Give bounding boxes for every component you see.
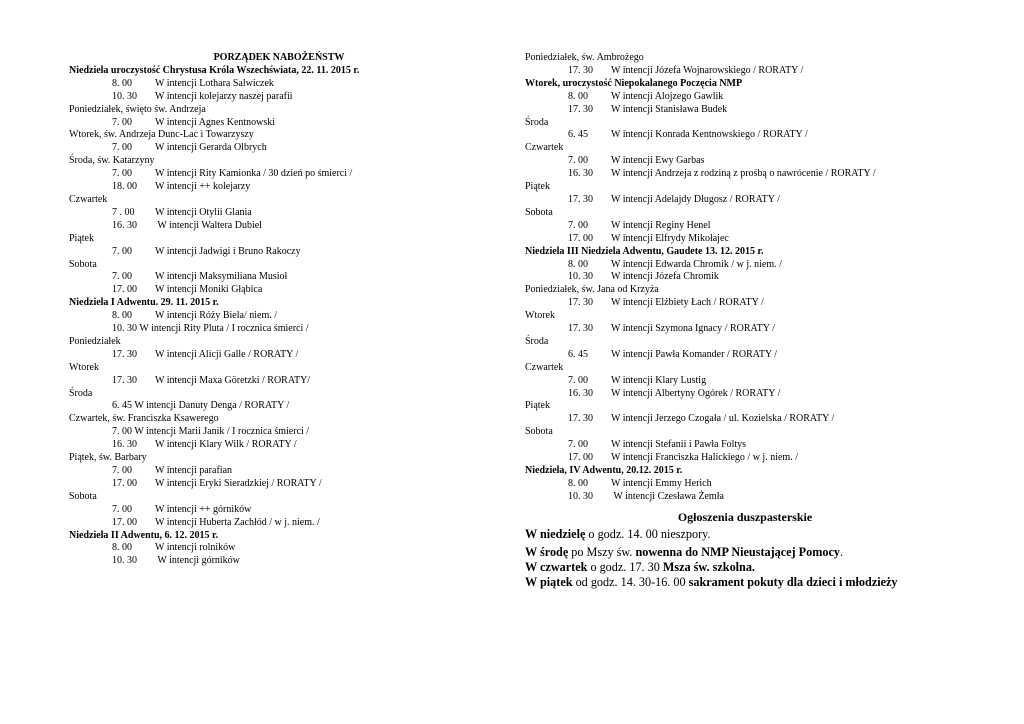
mass-intention: W intencji Czesława Żemła bbox=[611, 490, 724, 502]
announcement-text: od godz. 14. 30-16. 00 bbox=[572, 574, 689, 589]
mass-intention: W intencji Pawła Komander / RORATY / bbox=[611, 348, 778, 360]
day-heading: Piątek bbox=[69, 232, 94, 244]
mass-entry bbox=[69, 375, 489, 388]
mass-intention: W intencji ++ górników bbox=[155, 503, 252, 515]
mass-intention: W intencji Adelajdy Długosz / RORATY / bbox=[611, 193, 780, 205]
mass-entry bbox=[525, 129, 965, 142]
mass-entry bbox=[69, 542, 489, 555]
mass-time: 10. 30 bbox=[112, 555, 137, 567]
mass-time: 17. 30 bbox=[568, 103, 593, 115]
mass-entry bbox=[69, 220, 489, 233]
announcement-text: W czwartek bbox=[525, 559, 588, 574]
mass-time: 17. 30 bbox=[568, 413, 593, 425]
mass-entry bbox=[525, 194, 965, 207]
day-heading: Środa bbox=[525, 116, 549, 128]
mass-entry bbox=[525, 168, 965, 181]
day-heading: Piątek bbox=[525, 181, 550, 193]
day-heading: Sobota bbox=[69, 490, 97, 502]
mass-intention: W intencji ++ kolejarzy bbox=[155, 181, 251, 193]
day-heading: Poniedziałek bbox=[69, 335, 121, 347]
mass-time: 17. 30 bbox=[568, 297, 593, 309]
day-heading: Poniedziałek, św. Ambrożego bbox=[525, 52, 644, 63]
mass-time: 18. 00 bbox=[112, 181, 137, 193]
mass-entry bbox=[69, 310, 489, 323]
mass-entry bbox=[69, 181, 489, 194]
mass-entry bbox=[525, 323, 965, 336]
mass-entry bbox=[525, 233, 965, 246]
mass-entry bbox=[69, 349, 489, 362]
mass-intention: W intencji Stanisława Budek bbox=[611, 103, 728, 115]
mass-intention: W intencji Moniki Głąbica bbox=[155, 284, 263, 296]
page-title: PORZĄDEK NABOŻEŃSTW bbox=[213, 52, 345, 63]
mass-intention: W intencji Alojzego Gawlik bbox=[611, 90, 724, 102]
sunday-heading: Niedziela II Adwentu, 6. 12. 2015 r. bbox=[69, 529, 219, 541]
mass-entry bbox=[69, 117, 489, 130]
mass-time: 17. 30 bbox=[568, 193, 593, 205]
mass-entry bbox=[525, 220, 965, 233]
announcement-text: nowenna do NMP Nieustającej Pomocy bbox=[635, 544, 840, 559]
mass-intention: W intencji Rity Kamionka / 30 dzień po śmierci / bbox=[155, 168, 353, 180]
mass-intention: W intencji Edwarda Chromik / w j. niem. / bbox=[611, 258, 782, 270]
day-heading: Środa, św. Katarzyny bbox=[69, 155, 155, 167]
mass-time: 7. 00 bbox=[568, 374, 588, 386]
mass-intention: W intencji Waltera Dubiel bbox=[155, 219, 262, 231]
announcement-text: W piątek bbox=[525, 574, 573, 589]
sunday-heading: Niedziela I Adwentu. 29. 11. 2015 r. bbox=[69, 297, 219, 309]
mass-entry bbox=[525, 439, 965, 452]
mass-time: 16. 30 bbox=[112, 439, 137, 451]
mass-time: 17. 00 bbox=[112, 477, 137, 489]
mass-entry: 10. 30 W intencji Rity Pluta / I rocznica śmierci / bbox=[112, 323, 309, 335]
mass-time: 17. 00 bbox=[568, 232, 593, 244]
mass-intention: W intencji Gerarda Olbrych bbox=[155, 142, 267, 154]
day-heading: Czwartek bbox=[525, 142, 564, 154]
mass-intention: W intencji Emmy Herich bbox=[611, 477, 712, 489]
sunday-heading: Niedziela III Niedziela Adwentu, Gaudete 13. 12. 2015 r. bbox=[525, 245, 764, 257]
mass-intention: W intencji Eryki Sieradzkiej / RORATY / bbox=[155, 477, 322, 489]
sunday-heading: Niedziela, IV Adwentu, 20.12. 2015 r. bbox=[525, 465, 683, 476]
schedule-column-right bbox=[525, 52, 965, 590]
mass-intention: W intencji Maxa Göretzki / RORATY/ bbox=[155, 374, 311, 386]
announcement-text: W środę bbox=[525, 544, 569, 559]
mass-intention: W intencji rolników bbox=[155, 542, 236, 554]
mass-entry bbox=[69, 207, 489, 220]
mass-entry bbox=[525, 375, 965, 388]
mass-entry bbox=[525, 349, 965, 362]
mass-entry bbox=[69, 168, 489, 181]
mass-entry bbox=[525, 491, 965, 504]
mass-entry bbox=[525, 271, 965, 284]
mass-time: 16. 30 bbox=[568, 168, 593, 180]
mass-intention: W intencji kolejarzy naszej parafii bbox=[155, 90, 293, 102]
mass-time: 7. 00 bbox=[112, 142, 132, 154]
announcement-line bbox=[525, 545, 965, 560]
mass-intention: W intencji Klary Wilk / RORATY / bbox=[155, 439, 297, 451]
mass-intention: W intencji Lothara Salwiczek bbox=[155, 77, 274, 89]
mass-intention: W intencji parafian bbox=[155, 465, 233, 476]
mass-time: 7. 00 bbox=[112, 116, 132, 128]
mass-time: 17. 30 bbox=[568, 323, 593, 335]
day-heading: Poniedziałek, święto św. Andrzeja bbox=[69, 103, 206, 115]
mass-intention: W intencji Maksymiliana Musioł bbox=[155, 271, 288, 283]
day-heading: Piątek, św. Barbary bbox=[69, 452, 147, 464]
mass-entry bbox=[69, 465, 489, 478]
schedule-column-left bbox=[69, 52, 489, 568]
day-heading: Poniedziałek, św. Jana od Krzyża bbox=[525, 284, 659, 296]
mass-time: 8. 00 bbox=[568, 258, 588, 270]
mass-time: 10. 30 bbox=[112, 90, 137, 102]
mass-entry bbox=[525, 413, 965, 426]
mass-intention: W intencji Ewy Garbas bbox=[611, 155, 705, 167]
mass-time: 6. 45 bbox=[568, 129, 588, 141]
announcement-text: sakrament pokuty dla dzieci i młodzieży bbox=[688, 574, 898, 589]
mass-intention: W intencji Elfrydy Mikołajec bbox=[611, 232, 729, 244]
mass-entry: 7. 00 W intencji Marii Janik / I rocznica śmierci / bbox=[112, 426, 310, 438]
mass-entry bbox=[525, 65, 965, 78]
mass-entry bbox=[69, 142, 489, 155]
mass-entry bbox=[69, 555, 489, 568]
mass-time: 17. 00 bbox=[568, 452, 593, 464]
mass-entry bbox=[525, 155, 965, 168]
day-heading: Środa bbox=[525, 335, 549, 347]
mass-entry bbox=[525, 452, 965, 465]
mass-entry bbox=[69, 78, 489, 91]
mass-intention: W intencji Alicji Galle / RORATY / bbox=[155, 348, 299, 360]
mass-intention: W intencji Józefa Chromik bbox=[611, 271, 719, 283]
mass-intention: W intencji Agnes Kentnowski bbox=[155, 116, 276, 128]
mass-intention: W intencji Konrada Kentnowskiego / RORATY / bbox=[611, 129, 808, 141]
announcement-line bbox=[525, 527, 965, 542]
mass-entry bbox=[69, 246, 489, 259]
day-heading: Wtorek, św. Andrzeja Dunc-Lac i Towarzyszy bbox=[69, 129, 254, 141]
mass-intention: W intencji Szymona Ignacy / RORATY / bbox=[611, 323, 775, 335]
day-heading: Wtorek bbox=[525, 310, 555, 322]
mass-entry bbox=[525, 297, 965, 310]
mass-time: 7. 00 bbox=[568, 439, 588, 451]
day-heading: Czwartek bbox=[525, 361, 564, 373]
mass-intention: W intencji Elżbiety Łach / RORATY / bbox=[611, 297, 764, 309]
mass-entry bbox=[69, 517, 489, 530]
mass-intention: W intencji Andrzeja z rodziną z prośbą o nawrócenie / RORATY / bbox=[611, 168, 876, 180]
mass-entry bbox=[69, 284, 489, 297]
mass-entry bbox=[69, 504, 489, 517]
mass-time: 8. 00 bbox=[112, 310, 132, 322]
mass-time: 16. 30 bbox=[568, 387, 593, 399]
mass-time: 17. 30 bbox=[112, 374, 137, 386]
mass-time: 8. 00 bbox=[568, 90, 588, 102]
announcement-text: o godz. 17. 30 bbox=[587, 559, 663, 574]
sunday-heading: Wtorek, uroczystość Niepokalanego Poczęcia NMP bbox=[525, 77, 743, 89]
mass-time: 17. 30 bbox=[568, 64, 593, 76]
mass-time: 7. 00 bbox=[112, 465, 132, 476]
mass-time: 8. 00 bbox=[112, 542, 132, 554]
mass-time: 10. 30 bbox=[568, 271, 593, 283]
mass-time: 17. 00 bbox=[112, 284, 137, 296]
day-heading: Środa bbox=[69, 387, 93, 399]
mass-entry bbox=[69, 439, 489, 452]
day-heading: Sobota bbox=[525, 206, 553, 218]
mass-intention: W intencji Franciszka Halickiego / w j. niem. / bbox=[611, 452, 798, 464]
mass-time: 7 . 00 bbox=[112, 206, 135, 218]
announcements-section bbox=[525, 510, 965, 590]
day-heading: Czwartek bbox=[69, 193, 108, 205]
mass-intention: W intencji Klary Lustig bbox=[611, 374, 707, 386]
mass-time: 10. 30 bbox=[568, 490, 593, 502]
announcements-heading: Ogłoszenia duszpasterskie bbox=[677, 509, 813, 524]
announcement-line bbox=[525, 560, 965, 575]
announcement-text: . bbox=[839, 544, 844, 559]
announcement-line bbox=[525, 575, 965, 590]
day-heading: Piątek bbox=[525, 400, 550, 412]
mass-intention: W intencji Otylii Glania bbox=[155, 206, 252, 218]
mass-time: 8. 00 bbox=[112, 77, 132, 89]
mass-entry bbox=[69, 91, 489, 104]
mass-entry bbox=[525, 259, 965, 272]
announcement-text: Msza św. szkolna. bbox=[662, 559, 755, 574]
mass-entry bbox=[525, 478, 965, 491]
mass-intention: W intencji Józefa Wojnarowskiego / RORATY / bbox=[611, 64, 804, 76]
mass-time: 7. 00 bbox=[112, 503, 132, 515]
mass-time: 8. 00 bbox=[568, 477, 588, 489]
mass-time: 7. 00 bbox=[568, 155, 588, 167]
mass-time: 6. 45 bbox=[568, 348, 588, 360]
mass-intention: W intencji Jadwigi i Bruno Rakoczy bbox=[155, 245, 301, 257]
mass-time: 7. 00 bbox=[112, 271, 132, 283]
announcement-text: o godz. 14. 00 nieszpory. bbox=[585, 526, 711, 541]
mass-entry bbox=[525, 104, 965, 117]
day-heading: Sobota bbox=[69, 258, 97, 270]
day-heading: Wtorek bbox=[69, 361, 99, 373]
mass-time: 16. 30 bbox=[112, 219, 137, 231]
sunday-heading: Niedziela uroczystość Chrystusa Króla Wszechświata, 22. 11. 2015 r. bbox=[69, 64, 360, 76]
announcement-text: W niedzielę bbox=[525, 526, 586, 541]
mass-entry bbox=[69, 478, 489, 491]
mass-entry bbox=[525, 91, 965, 104]
day-heading: Sobota bbox=[525, 426, 553, 438]
mass-entry bbox=[525, 388, 965, 401]
mass-time: 7. 00 bbox=[112, 168, 132, 180]
mass-entry bbox=[69, 271, 489, 284]
mass-intention: W intencji Jerzego Czogała / ul. Kozielska / RORATY / bbox=[611, 413, 835, 425]
mass-intention: W intencji Reginy Henel bbox=[611, 219, 711, 231]
mass-time: 7. 00 bbox=[568, 219, 588, 231]
mass-intention: W intencji Stefanii i Pawła Foltys bbox=[611, 439, 747, 451]
mass-intention: W intencji górników bbox=[155, 555, 240, 567]
announcement-text: po Mszy św. bbox=[568, 544, 636, 559]
mass-intention: W intencji Huberta Zachłód / w j. niem. / bbox=[155, 516, 320, 528]
mass-intention: W intencji Albertyny Ogórek / RORATY / bbox=[611, 387, 781, 399]
day-heading: Czwartek, św. Franciszka Ksawerego bbox=[69, 413, 219, 425]
mass-time: 17. 00 bbox=[112, 516, 137, 528]
mass-time: 17. 30 bbox=[112, 348, 137, 360]
mass-entry: 6. 45 W intencji Danuty Denga / RORATY / bbox=[112, 400, 290, 412]
mass-time: 7. 00 bbox=[112, 245, 132, 257]
mass-intention: W intencji Róży Biela/ niem. / bbox=[155, 310, 278, 322]
